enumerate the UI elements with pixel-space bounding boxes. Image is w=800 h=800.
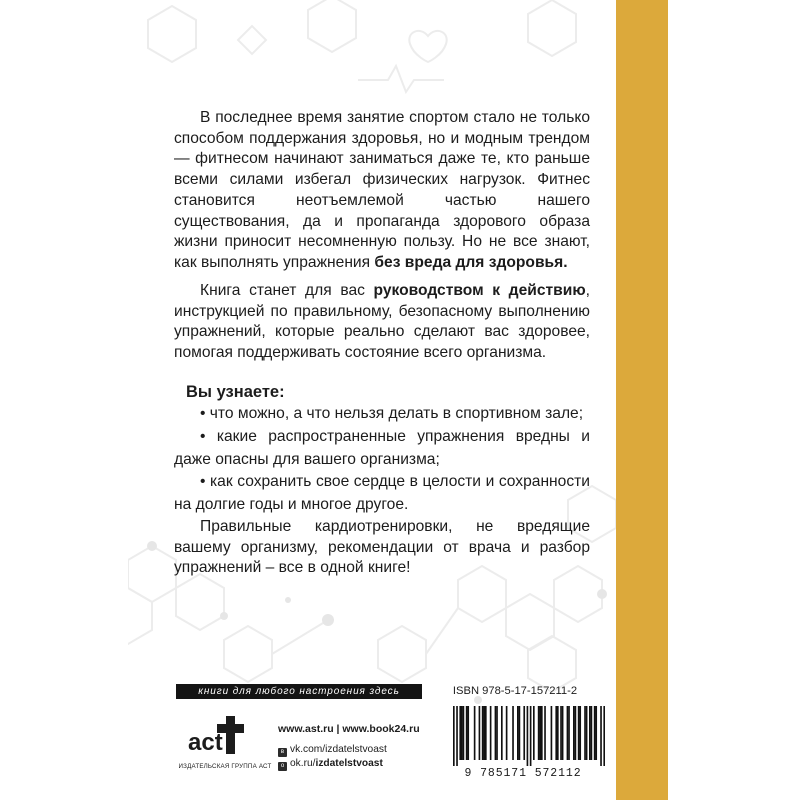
barcode-bar bbox=[453, 706, 455, 766]
learn-item: • что можно, а что нельзя делать в спортивном зале; bbox=[200, 405, 584, 422]
logo-lettering: act bbox=[188, 729, 223, 756]
barcode-bar bbox=[567, 706, 569, 760]
barcode-bar bbox=[586, 706, 588, 760]
ok-link[interactable] bbox=[278, 758, 383, 771]
intro-paragraph bbox=[174, 108, 590, 274]
barcode-bar bbox=[466, 706, 468, 760]
barcode-bar bbox=[557, 706, 559, 760]
ok-icon: о bbox=[278, 762, 287, 771]
learn-item: • как сохранить свое сердце в целости и сохранности на долгие годы и многое другое. bbox=[174, 473, 590, 514]
vk-icon: в bbox=[278, 748, 287, 757]
publisher-websites[interactable]: www.ast.ru | www.book24.ru bbox=[278, 723, 420, 735]
guide-emphasis: руководством к действию bbox=[373, 282, 586, 299]
barcode-bar bbox=[517, 706, 519, 760]
ok-link-handle: izdatelstvoast bbox=[315, 758, 383, 769]
barcode-bar bbox=[459, 706, 461, 760]
barcode-bar bbox=[482, 706, 484, 760]
barcode-bar bbox=[485, 706, 487, 760]
barcode-bar bbox=[555, 706, 557, 760]
publisher-name: ИЗДАТЕЛЬСКАЯ ГРУППА АСТ bbox=[178, 763, 272, 770]
barcode-bar bbox=[560, 706, 562, 760]
barcode bbox=[453, 706, 605, 766]
barcode-bar bbox=[539, 706, 541, 760]
book-spine bbox=[616, 0, 668, 800]
barcode-bar bbox=[544, 706, 546, 760]
ast-logo bbox=[186, 712, 252, 758]
barcode-bar bbox=[562, 706, 564, 760]
barcode-bar bbox=[463, 706, 465, 760]
barcode-bar bbox=[578, 706, 580, 760]
ok-link-prefix: ok.ru/ bbox=[290, 758, 316, 769]
barcode-bar bbox=[506, 706, 508, 760]
barcode-digits: 9 785171 572112 bbox=[464, 767, 582, 780]
barcode-bar bbox=[483, 706, 485, 760]
barcode-bar bbox=[579, 706, 581, 760]
closing-text: Правильные кардиотренировки, не вредящие вашему организму, рекомендации от врача и разбор упражнений – все в одной книге! bbox=[174, 518, 590, 577]
guide-text-start: Книга станет для вас bbox=[200, 282, 374, 299]
barcode-bar bbox=[575, 706, 577, 760]
barcode-bar bbox=[523, 706, 525, 760]
tagline-banner: книги для любого настроения здесь bbox=[176, 684, 422, 699]
learn-list bbox=[174, 403, 590, 517]
barcode-bar bbox=[584, 706, 586, 760]
barcode-bar bbox=[603, 706, 605, 766]
intro-text: В последнее время занятие спортом стало не только способом поддержания здоровья, но и модным трендом — фитнесом начинают заниматься даже те, кто раньше всеми силами избегал физических нагрузок. Фитнес становится неотъемлемой частью нашего существования, да и пропаганда здорового образа жизни приносит несомненную пользу. Но не все знают, как выполнять упражнения bbox=[174, 109, 590, 271]
barcode-bar bbox=[474, 706, 476, 760]
barcode-bar bbox=[456, 706, 458, 766]
learn-item: • какие распространенные упражнения вредны и даже опасны для вашего организма; bbox=[174, 427, 590, 468]
barcode-bar bbox=[538, 706, 540, 760]
barcode-bar bbox=[589, 706, 591, 760]
barcode-bar bbox=[595, 706, 597, 760]
barcode-bar bbox=[530, 706, 532, 766]
guide-paragraph bbox=[174, 281, 590, 364]
barcode-bar bbox=[519, 706, 521, 760]
barcode-bar bbox=[541, 706, 543, 760]
intro-emphasis: без вреда для здоровья. bbox=[374, 253, 568, 271]
barcode-bar bbox=[461, 706, 463, 760]
isbn: ISBN 978-5-17-157211-2 bbox=[452, 685, 578, 697]
barcode-bar bbox=[600, 706, 602, 766]
barcode-bar bbox=[527, 706, 529, 766]
barcode-bar bbox=[501, 706, 503, 760]
vk-link-text: vk.com/izdatelstvoast bbox=[290, 744, 387, 755]
barcode-bar bbox=[490, 706, 492, 760]
vk-link[interactable] bbox=[278, 744, 387, 757]
barcode-bar bbox=[512, 706, 514, 760]
barcode-bar bbox=[594, 706, 596, 760]
barcode-bar bbox=[568, 706, 570, 760]
barcode-bar bbox=[479, 706, 481, 760]
barcode-bar bbox=[496, 706, 498, 760]
barcode-bar bbox=[495, 706, 497, 760]
book-back-cover bbox=[128, 0, 616, 800]
barcode-bar bbox=[591, 706, 593, 760]
guide-text-end: , инструкцией по правильному, безопасному выполнению упражнений, которые реально сделают вас здоровее, помогая поддерживать состояние всего организма. bbox=[174, 282, 590, 362]
barcode-bar bbox=[467, 706, 469, 760]
learn-heading: Вы узнаете: bbox=[186, 383, 285, 401]
barcode-bar bbox=[573, 706, 575, 760]
barcode-bar bbox=[533, 706, 535, 760]
closing-paragraph bbox=[174, 517, 590, 579]
barcode-bar bbox=[551, 706, 553, 760]
